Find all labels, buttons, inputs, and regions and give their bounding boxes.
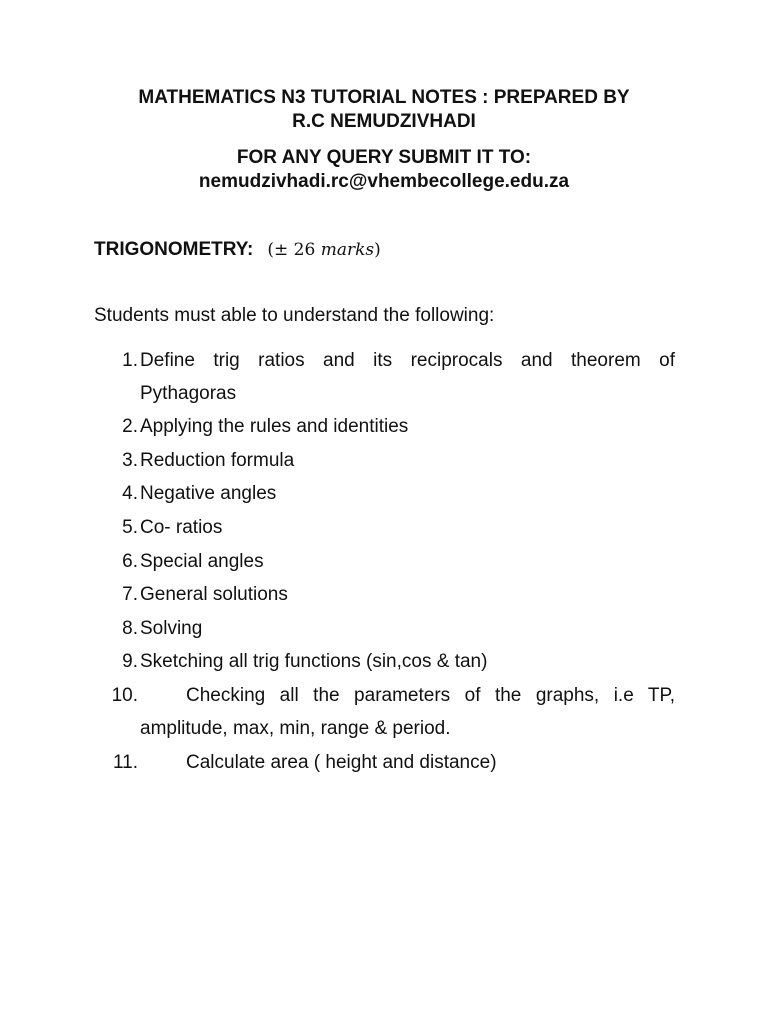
list-item-continuation: Pythagoras [140, 383, 237, 404]
list-item-text: Special angles [140, 551, 264, 572]
list-item-text: Negative angles [140, 483, 277, 504]
list-item-number: 11. [112, 752, 138, 773]
list-item-text: Define trig ratios and its reciprocals and theorem of [140, 350, 675, 371]
list-item-text: Checking all the parameters of the graphs, i.e TP, [186, 685, 675, 706]
topic-label: TRIGONOMETRY: [94, 239, 254, 260]
topic-marks [267, 240, 380, 260]
list-item-number: 1. [122, 350, 138, 371]
marks-word: marks [320, 240, 375, 260]
list-item-text: Sketching all trig functions (sin,cos & tan) [140, 651, 488, 672]
list-item-text: Reduction formula [140, 450, 295, 471]
list-item-text: Applying the rules and identities [140, 416, 409, 437]
list-item-number: 7. [122, 584, 138, 605]
list-item-number: 8. [122, 618, 138, 639]
list-item-number: 3. [122, 450, 138, 471]
contact-email: nemudzivhadi.rc@vhembecollege.edu.za [198, 171, 570, 192]
list-item-number: 2. [122, 416, 138, 437]
list-item-number: 9. [122, 651, 138, 672]
list-item-number: 10. [111, 685, 138, 706]
query-heading: FOR ANY QUERY SUBMIT IT TO: [236, 147, 532, 168]
list-item-number: 5. [122, 517, 138, 538]
list-item-text: General solutions [140, 584, 288, 605]
list-item-continuation: amplitude, max, min, range & period. [140, 718, 451, 739]
list-item-number: 4. [122, 483, 138, 504]
marks-open: (± 26 [267, 240, 321, 260]
list-item-number: 6. [122, 551, 138, 572]
document-title: MATHEMATICS N3 TUTORIAL NOTES : PREPARED BY [138, 87, 630, 108]
list-item-text: Calculate area ( height and distance) [186, 752, 497, 773]
topic-heading [94, 237, 381, 263]
list-item-text: Solving [140, 618, 203, 639]
intro-text: Students must able to understand the following: [94, 305, 495, 326]
list-item-text: Co- ratios [140, 517, 223, 538]
author-name: R.C NEMUDZIVHADI [292, 111, 476, 132]
marks-close: ) [374, 240, 381, 260]
